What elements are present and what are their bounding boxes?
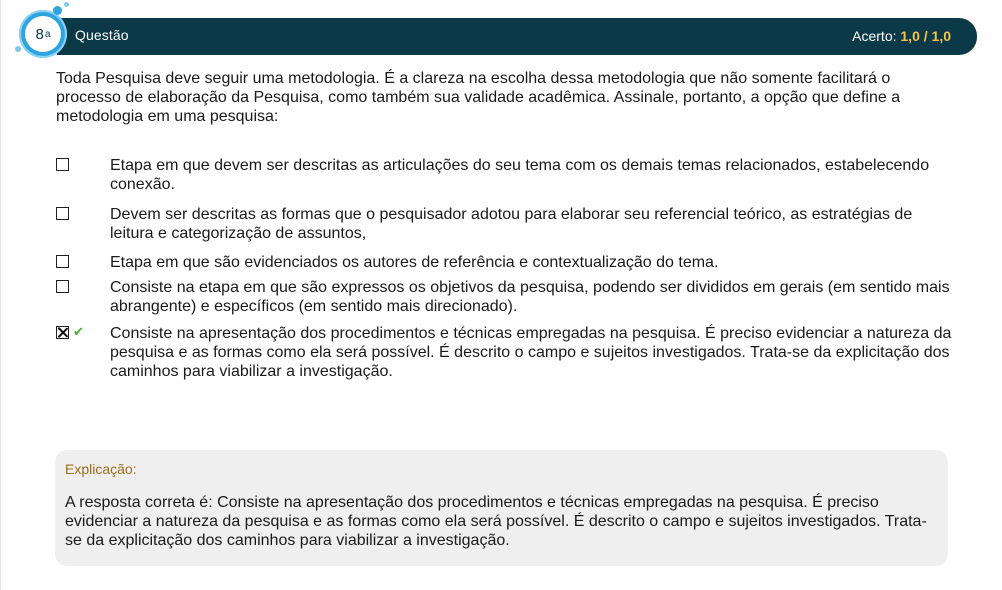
score-label: Acerto: (852, 28, 897, 44)
question-title: Questão (75, 27, 129, 43)
option-text: Consiste na apresentação dos procedimentos e técnicas empregadas na pesquisa. É preciso evidenciar a natureza da pesquisa e as formas como ela será possível. É descrito o campo e sujeitos investigados. Trata-se da explicitação dos caminhos para viabilizar a investigação. (110, 325, 952, 380)
badge-bubble (53, 6, 62, 15)
question-number-ordinal: a (44, 28, 51, 40)
explanation-label: Explicação: (65, 461, 137, 477)
option-text: Consiste na etapa em que são expressos os objetivos da pesquisa, podendo ser divididos em gerais (em sentido mais abrangente) e específicos (em sentido mais direcionado). (110, 279, 950, 315)
option-checkbox[interactable] (56, 255, 69, 268)
explanation-box (55, 450, 948, 566)
explanation-text: A resposta correta é: Consiste na apresentação dos procedimentos e técnicas empregadas na pesquisa. É preciso evidenciar a natureza da pesquisa e as formas como ela será possível. É descrito o campo e sujeitos investigados. Trata-se da explicitação dos caminhos para viabilizar a investigação. (65, 494, 927, 549)
option-checkbox[interactable] (56, 158, 69, 171)
score-value: 1,0 (900, 28, 920, 44)
option-text: Devem ser descritas as formas que o pesquisador adotou para elaborar seu referencial teórico, as estratégias de leitura e categorização de assuntos, (110, 206, 913, 242)
score (852, 28, 951, 44)
badge-bubble (64, 2, 69, 7)
option-checkbox-checked[interactable] (56, 326, 69, 339)
question-header (57, 18, 977, 55)
score-max: 1,0 (931, 28, 951, 44)
score-separator: / (923, 28, 928, 44)
option-text: Etapa em que são evidenciados os autores de referência e contextualização do tema. (110, 254, 719, 271)
option-text: Etapa em que devem ser descritas as articulações do seu tema com os demais temas relacionados, estabelecendo conexão. (110, 157, 930, 193)
question-number-value: 8 (35, 25, 44, 43)
check-icon: ✔ (73, 324, 84, 339)
badge-bubble (15, 46, 21, 52)
question-text: Toda Pesquisa deve seguir uma metodologia. É a clareza na escolha dessa metodologia que não somente facilitará o processo de elaboração da Pesquisa, como também sua validade acadêmica. Assinale, portanto, a opção que define a metodologia em uma pesquisa: (56, 70, 901, 125)
option-checkbox[interactable] (56, 280, 69, 293)
question-number (25, 16, 61, 52)
option-checkbox[interactable] (56, 207, 69, 220)
